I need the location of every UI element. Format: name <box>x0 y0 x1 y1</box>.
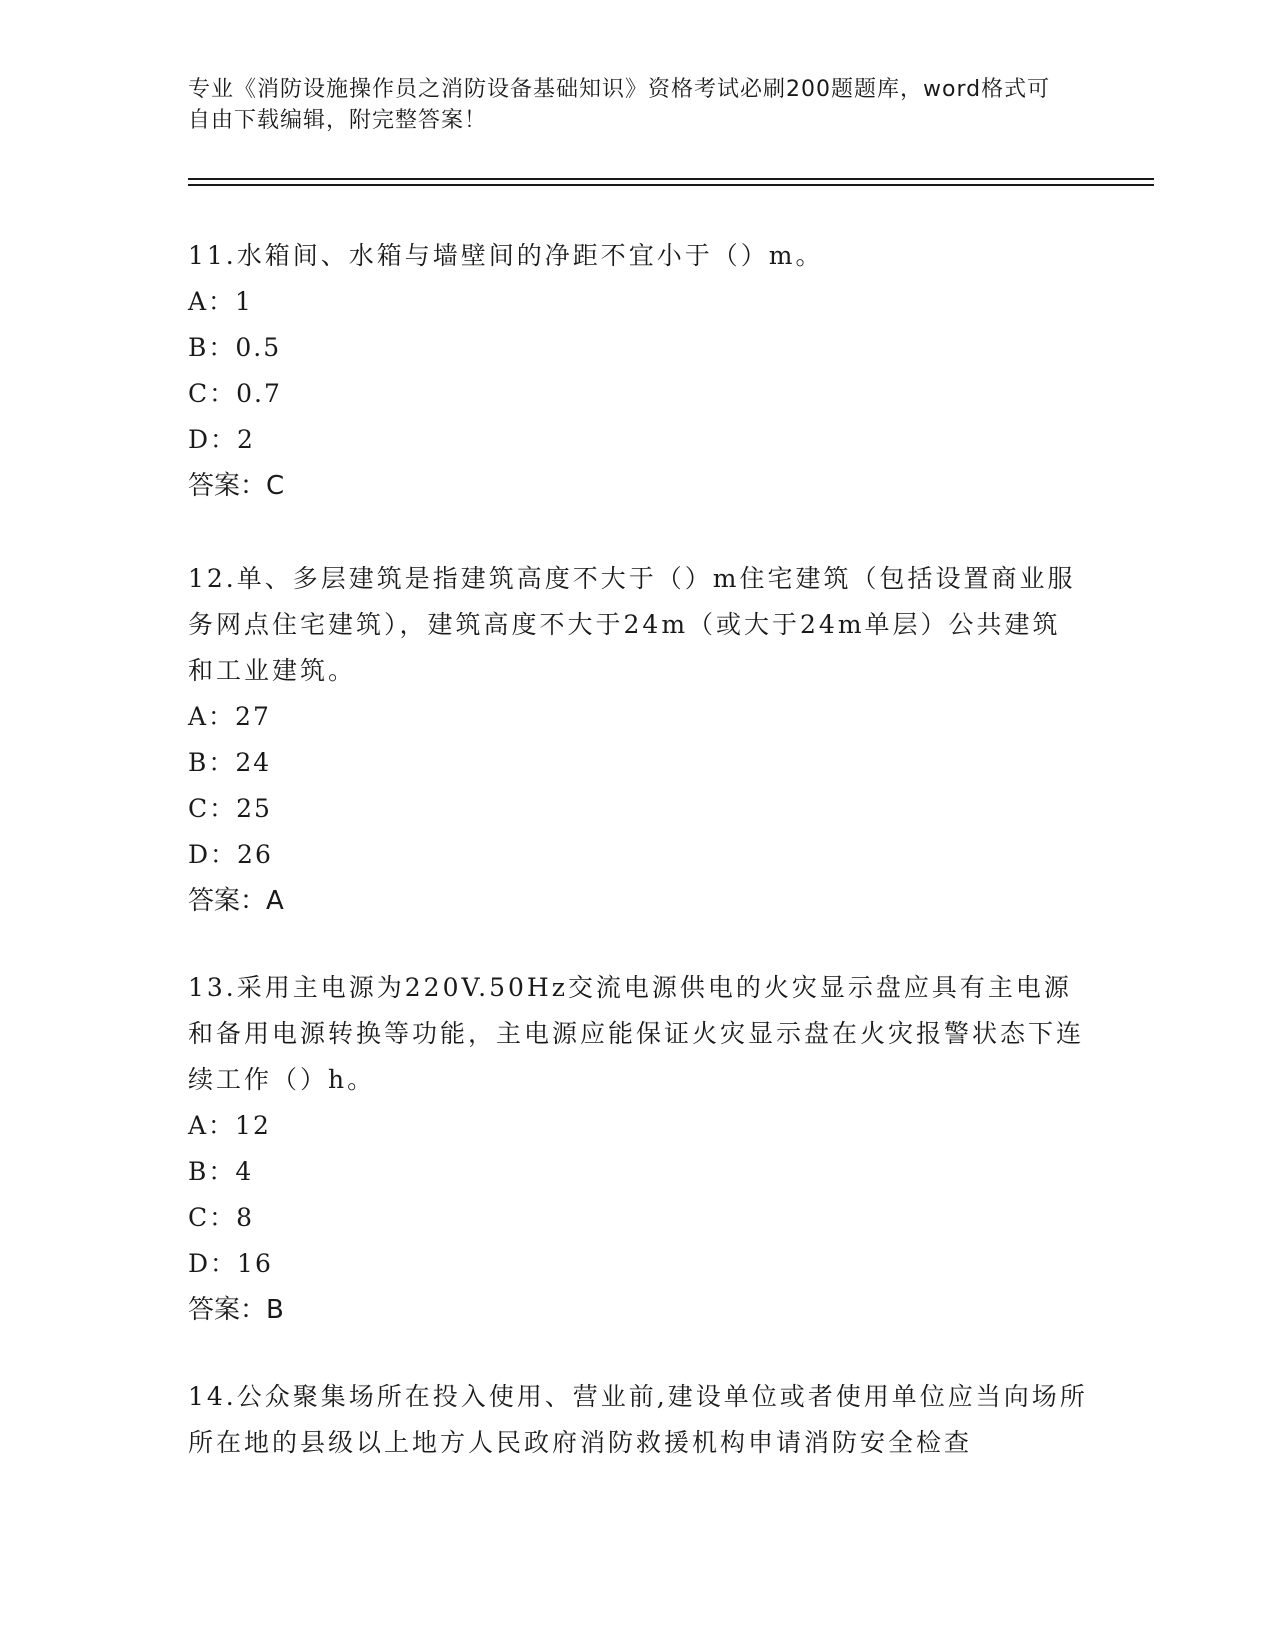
question-stem: 14.公众聚集场所在投入使用、营业前,建设单位或者使用单位应当向场所所在地的县级以上地方人民政府消防救援机构申请消防安全检查 <box>188 1382 1088 1457</box>
option-d: D：16 <box>188 1249 273 1278</box>
question-stem: 13.采用主电源为220V.50Hz交流电源供电的火灾显示盘应具有主电源和备用电源转换等功能，主电源应能保证火灾显示盘在火灾报警状态下连续工作（）h。 <box>188 973 1085 1094</box>
question-14 <box>188 1374 1088 1466</box>
question-stem: 12.单、多层建筑是指建筑高度不大于（）m住宅建筑（包括设置商业服务网点住宅建筑），建筑高度不大于24m（或大于24m单层）公共建筑和工业建筑。 <box>188 564 1076 685</box>
option-b: B：0.5 <box>188 333 282 362</box>
option-d: D：26 <box>188 840 273 869</box>
option-b: B：24 <box>188 748 272 777</box>
question-13 <box>188 965 1088 1333</box>
option-a: A：1 <box>188 287 253 316</box>
answer-label: 答案：A <box>188 886 284 916</box>
option-c: C：0.7 <box>188 379 282 408</box>
document-header: 专业《消防设施操作员之消防设备基础知识》资格考试必刷200题题库，word格式可自由下载编辑，附完整答案！ <box>188 77 1051 133</box>
answer-label: 答案：C <box>188 471 285 501</box>
option-c: C：25 <box>188 794 272 823</box>
question-stem: 11.水箱间、水箱与墙壁间的净距不宜小于（）m。 <box>188 241 824 270</box>
option-d: D：2 <box>188 425 255 454</box>
option-a: A：12 <box>188 1111 271 1140</box>
question-12 <box>188 556 1088 924</box>
header-divider-top <box>188 178 1154 180</box>
header-divider-bottom <box>188 184 1154 186</box>
question-11 <box>188 233 1088 509</box>
option-c: C：8 <box>188 1203 255 1232</box>
option-a: A：27 <box>188 702 271 731</box>
option-b: B：4 <box>188 1157 254 1186</box>
answer-label: 答案：B <box>188 1295 284 1325</box>
